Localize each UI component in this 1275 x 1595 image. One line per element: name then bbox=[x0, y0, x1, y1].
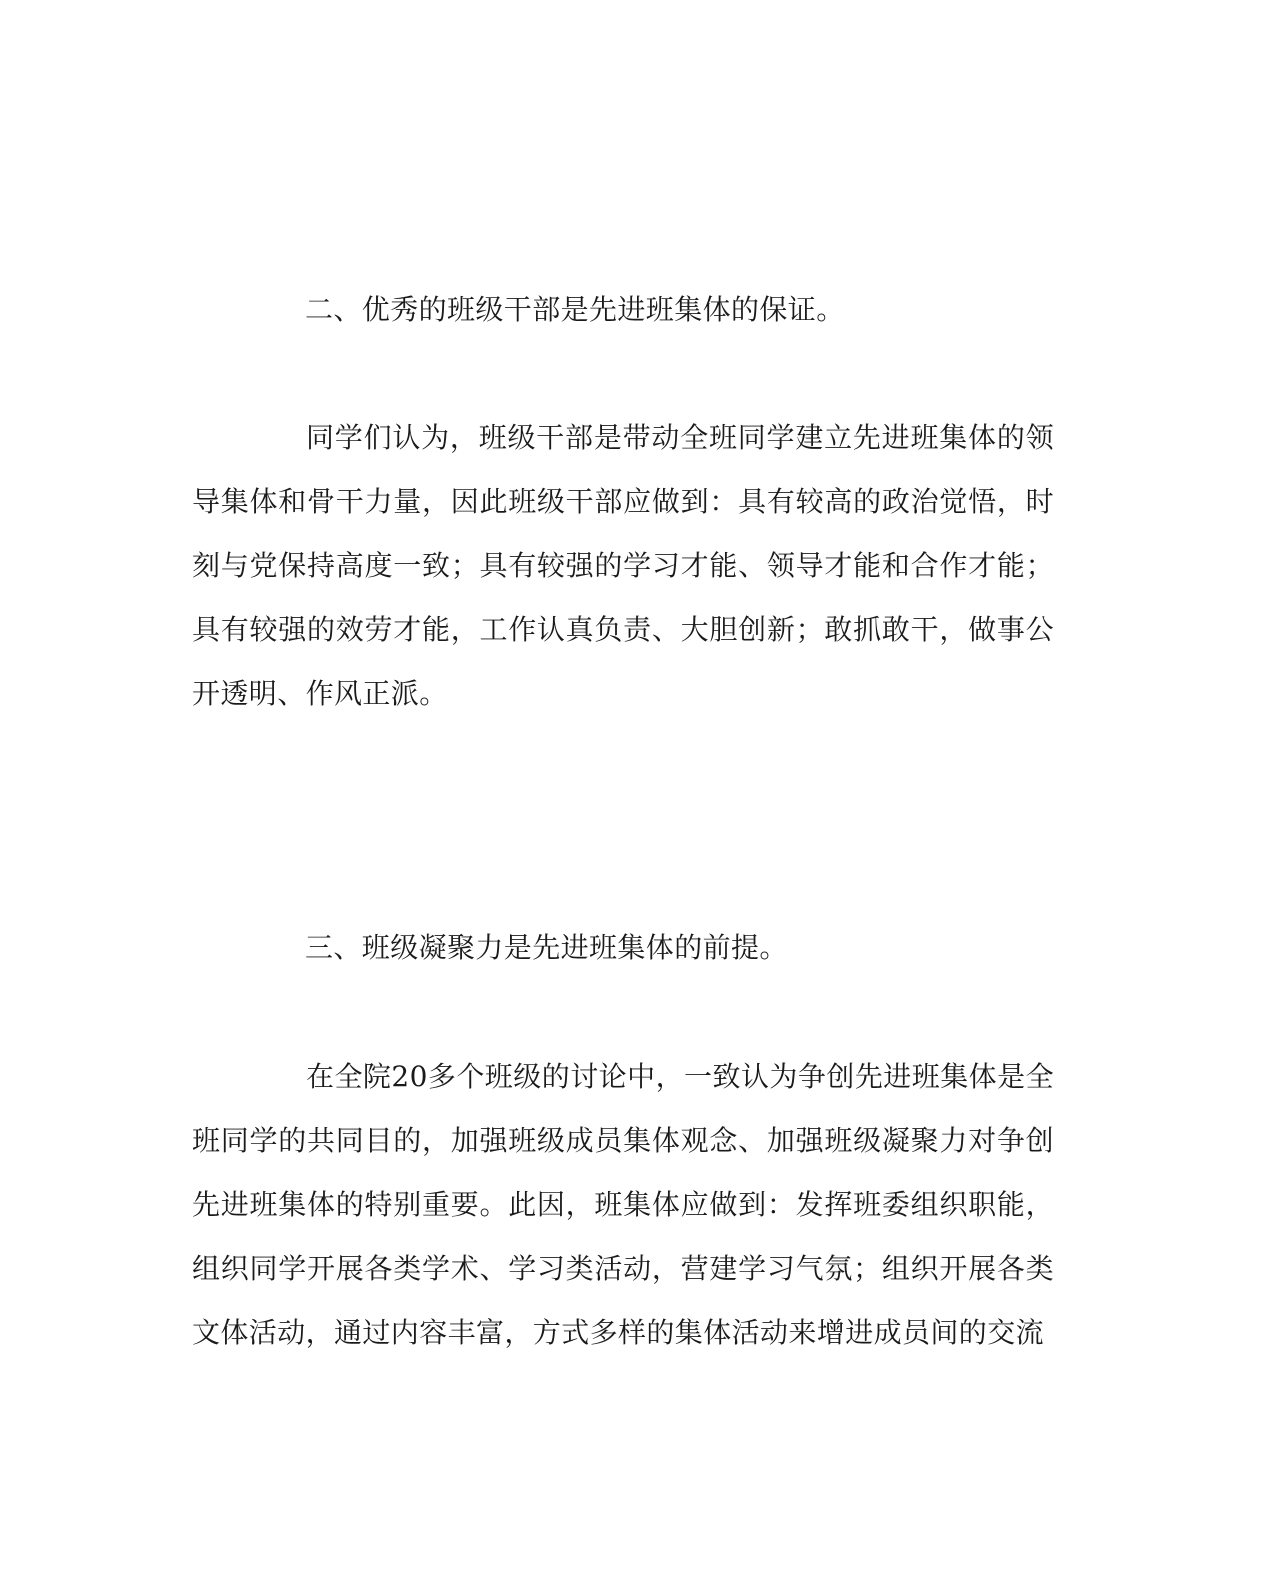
section-two-paragraph: 同学们认为，班级干部是带动全班同学建立先进班集体的领导集体和骨干力量，因此班级干部应做到：具有较高的政治觉悟，时刻与党保持高度一致；具有较强的学习才能、领导才能和合作才能；具有较强的效劳才能，工作认真负责、大胆创新；敢抓敢干，做事公开透明、作风正派。 bbox=[192, 421, 1054, 710]
section-three-paragraph: 在全院20多个班级的讨论中，一致认为争创先进班集体是全班同学的共同目的，加强班级成员集体观念、加强班级凝聚力对争创先进班集体的特别重要。此因，班集体应做到：发挥班委组织职能，组织同学开展各类学术、学习类活动，营建学习气氛；组织开展各类文体活动，通过内容丰富，方式多样的集体活动来增进成员间的交流 bbox=[192, 1060, 1054, 1349]
section-two-heading: 二、优秀的班级干部是先进班集体的保证。 bbox=[305, 293, 845, 326]
section-three-heading: 三、班级凝聚力是先进班集体的前提。 bbox=[305, 931, 788, 964]
